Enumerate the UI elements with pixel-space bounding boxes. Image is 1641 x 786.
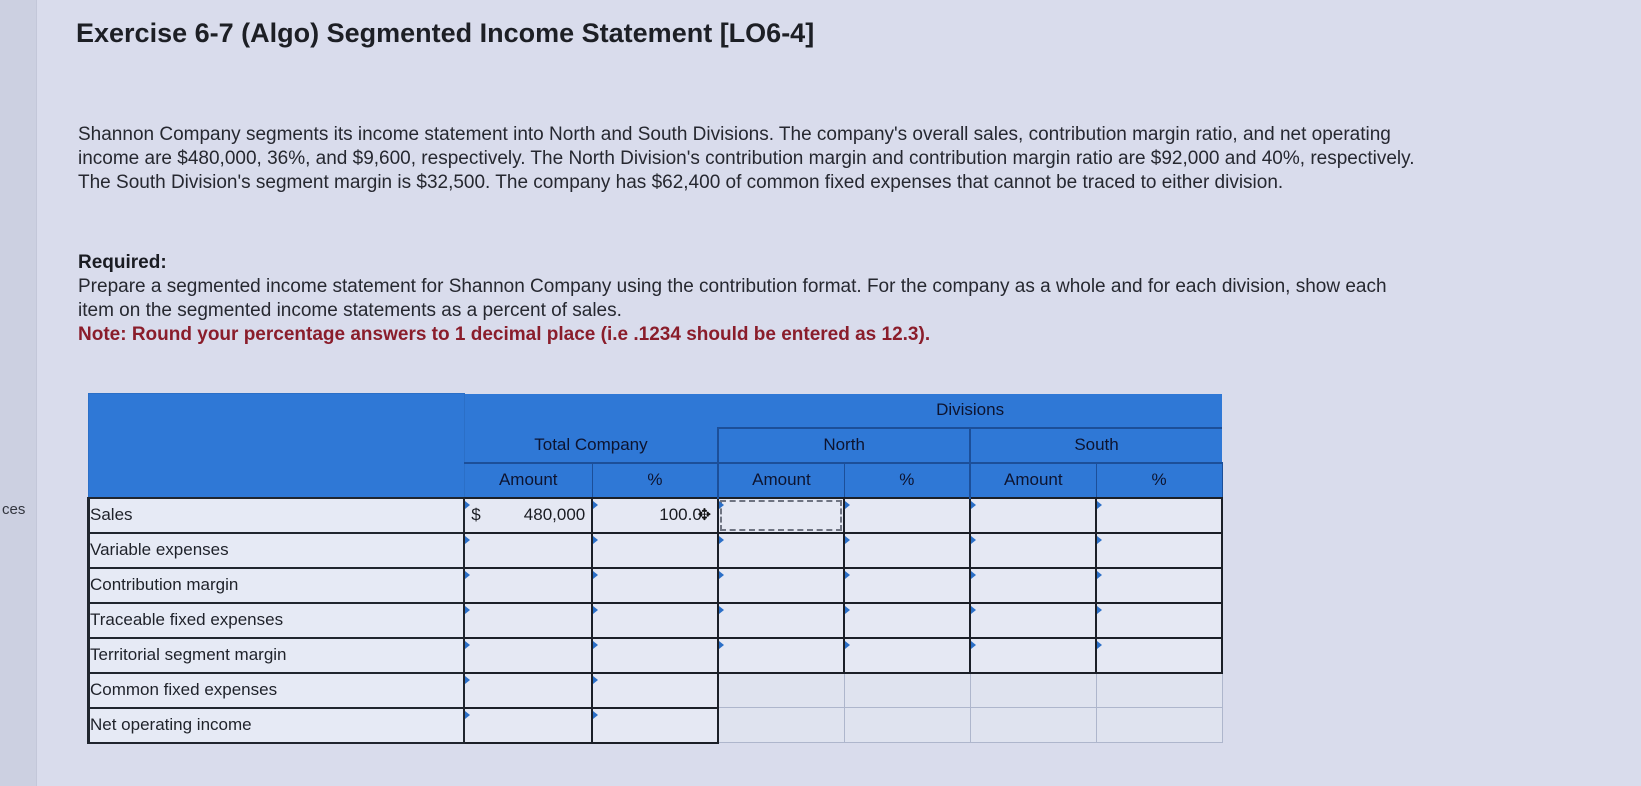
sales-total-percent-value: 100.0	[659, 505, 702, 524]
blank-cell	[970, 673, 1096, 708]
problem-statement: Shannon Company segments its income statement into North and South Divisions. The company's overall sales, contribution margin ratio, and net operating income are $480,000, 36%, and $9,600, respectively. The North Division's contribution margin and contribution margin ratio are $92,000 and 40%, respectively. The South Division's segment margin is $32,500. The company has $62,400 of common fixed expenses that cannot be traced to either division.	[78, 124, 1415, 193]
blank-cell	[844, 708, 970, 743]
south-percent-header: %	[1096, 463, 1222, 498]
segment-margin-south-percent-input[interactable]	[1096, 638, 1222, 673]
table-row	[89, 603, 1223, 638]
contribution-margin-north-percent-input[interactable]	[844, 568, 970, 603]
common-fixed-total-percent-input[interactable]	[592, 673, 718, 708]
blank-cell	[718, 708, 844, 743]
blank-cell	[718, 673, 844, 708]
traceable-fixed-total-amount-input[interactable]	[464, 603, 592, 638]
segment-margin-total-percent-input[interactable]	[592, 638, 718, 673]
required-heading: Required:	[78, 252, 167, 273]
sales-north-percent-input[interactable]	[844, 498, 970, 533]
variable-expenses-north-percent-input[interactable]	[844, 533, 970, 568]
blank-cell	[1096, 673, 1222, 708]
north-amount-header: Amount	[718, 463, 844, 498]
blank-cell	[970, 708, 1096, 743]
segment-margin-north-percent-input[interactable]	[844, 638, 970, 673]
sales-total-amount-value: 480,000	[523, 505, 586, 524]
row-label-common-fixed-expenses: Common fixed expenses	[89, 673, 465, 708]
variable-expenses-south-percent-input[interactable]	[1096, 533, 1222, 568]
row-label-contribution-margin: Contribution margin	[89, 568, 465, 603]
row-label-territorial-segment-margin: Territorial segment margin	[89, 638, 465, 673]
header-row-divisions	[89, 394, 1223, 428]
south-header: South	[970, 428, 1222, 463]
variable-expenses-north-amount-input[interactable]	[718, 533, 844, 568]
net-operating-income-total-percent-input[interactable]	[592, 708, 718, 743]
table-row	[89, 533, 1223, 568]
traceable-fixed-north-percent-input[interactable]	[844, 603, 970, 638]
variable-expenses-total-percent-input[interactable]	[592, 533, 718, 568]
contribution-margin-total-percent-input[interactable]	[592, 568, 718, 603]
traceable-fixed-total-percent-input[interactable]	[592, 603, 718, 638]
table-row	[89, 498, 1223, 533]
rounding-note: Note: Round your percentage answers to 1 decimal place (i.e .1234 should be entered as 12.3).	[78, 324, 931, 345]
sales-south-percent-input[interactable]	[1096, 498, 1222, 533]
row-label-variable-expenses: Variable expenses	[89, 533, 465, 568]
traceable-fixed-north-amount-input[interactable]	[718, 603, 844, 638]
total-percent-header: %	[592, 463, 718, 498]
contribution-margin-south-amount-input[interactable]	[970, 568, 1096, 603]
traceable-fixed-south-amount-input[interactable]	[970, 603, 1096, 638]
header-blank	[464, 394, 718, 428]
segment-margin-south-amount-input[interactable]	[970, 638, 1096, 673]
divisions-header: Divisions	[718, 394, 1222, 428]
segment-margin-north-amount-input[interactable]	[718, 638, 844, 673]
table-row	[89, 708, 1223, 743]
contribution-margin-north-amount-input[interactable]	[718, 568, 844, 603]
segmented-income-statement-table	[87, 393, 1223, 744]
row-label-net-operating-income: Net operating income	[89, 708, 465, 743]
contribution-margin-south-percent-input[interactable]	[1096, 568, 1222, 603]
row-label-traceable-fixed-expenses: Traceable fixed expenses	[89, 603, 465, 638]
table-row	[89, 568, 1223, 603]
required-section	[78, 251, 1418, 347]
sales-north-amount-input[interactable]	[718, 498, 844, 533]
required-instructions: Prepare a segmented income statement for Shannon Company using the contribution format. For the company as a whole and for each division, show each item on the segmented income statements as a percent of sales.	[78, 276, 1387, 321]
table-row	[89, 638, 1223, 673]
blank-cell	[1096, 708, 1222, 743]
currency-symbol: $	[471, 505, 481, 524]
left-sidebar-edge	[0, 0, 37, 786]
common-fixed-total-amount-input[interactable]	[464, 673, 592, 708]
total-amount-header: Amount	[464, 463, 592, 498]
variable-expenses-south-amount-input[interactable]	[970, 533, 1096, 568]
header-corner	[89, 394, 465, 498]
contribution-margin-total-amount-input[interactable]	[464, 568, 592, 603]
north-percent-header: %	[844, 463, 970, 498]
sales-total-amount-input[interactable]	[464, 498, 592, 533]
traceable-fixed-south-percent-input[interactable]	[1096, 603, 1222, 638]
blank-cell	[844, 673, 970, 708]
row-label-sales: Sales	[89, 498, 465, 533]
south-amount-header: Amount	[970, 463, 1096, 498]
exercise-title: Exercise 6-7 (Algo) Segmented Income Statement [LO6-4]	[76, 18, 815, 48]
net-operating-income-total-amount-input[interactable]	[464, 708, 592, 743]
variable-expenses-total-amount-input[interactable]	[464, 533, 592, 568]
sales-total-percent-input[interactable]	[592, 498, 718, 533]
total-company-header: Total Company	[464, 428, 718, 463]
sales-south-amount-input[interactable]	[970, 498, 1096, 533]
segment-margin-total-amount-input[interactable]	[464, 638, 592, 673]
sidebar-clipped-text: ces	[2, 501, 26, 518]
table-row	[89, 673, 1223, 708]
move-cursor-icon: ✥	[697, 507, 712, 524]
north-header: North	[718, 428, 970, 463]
